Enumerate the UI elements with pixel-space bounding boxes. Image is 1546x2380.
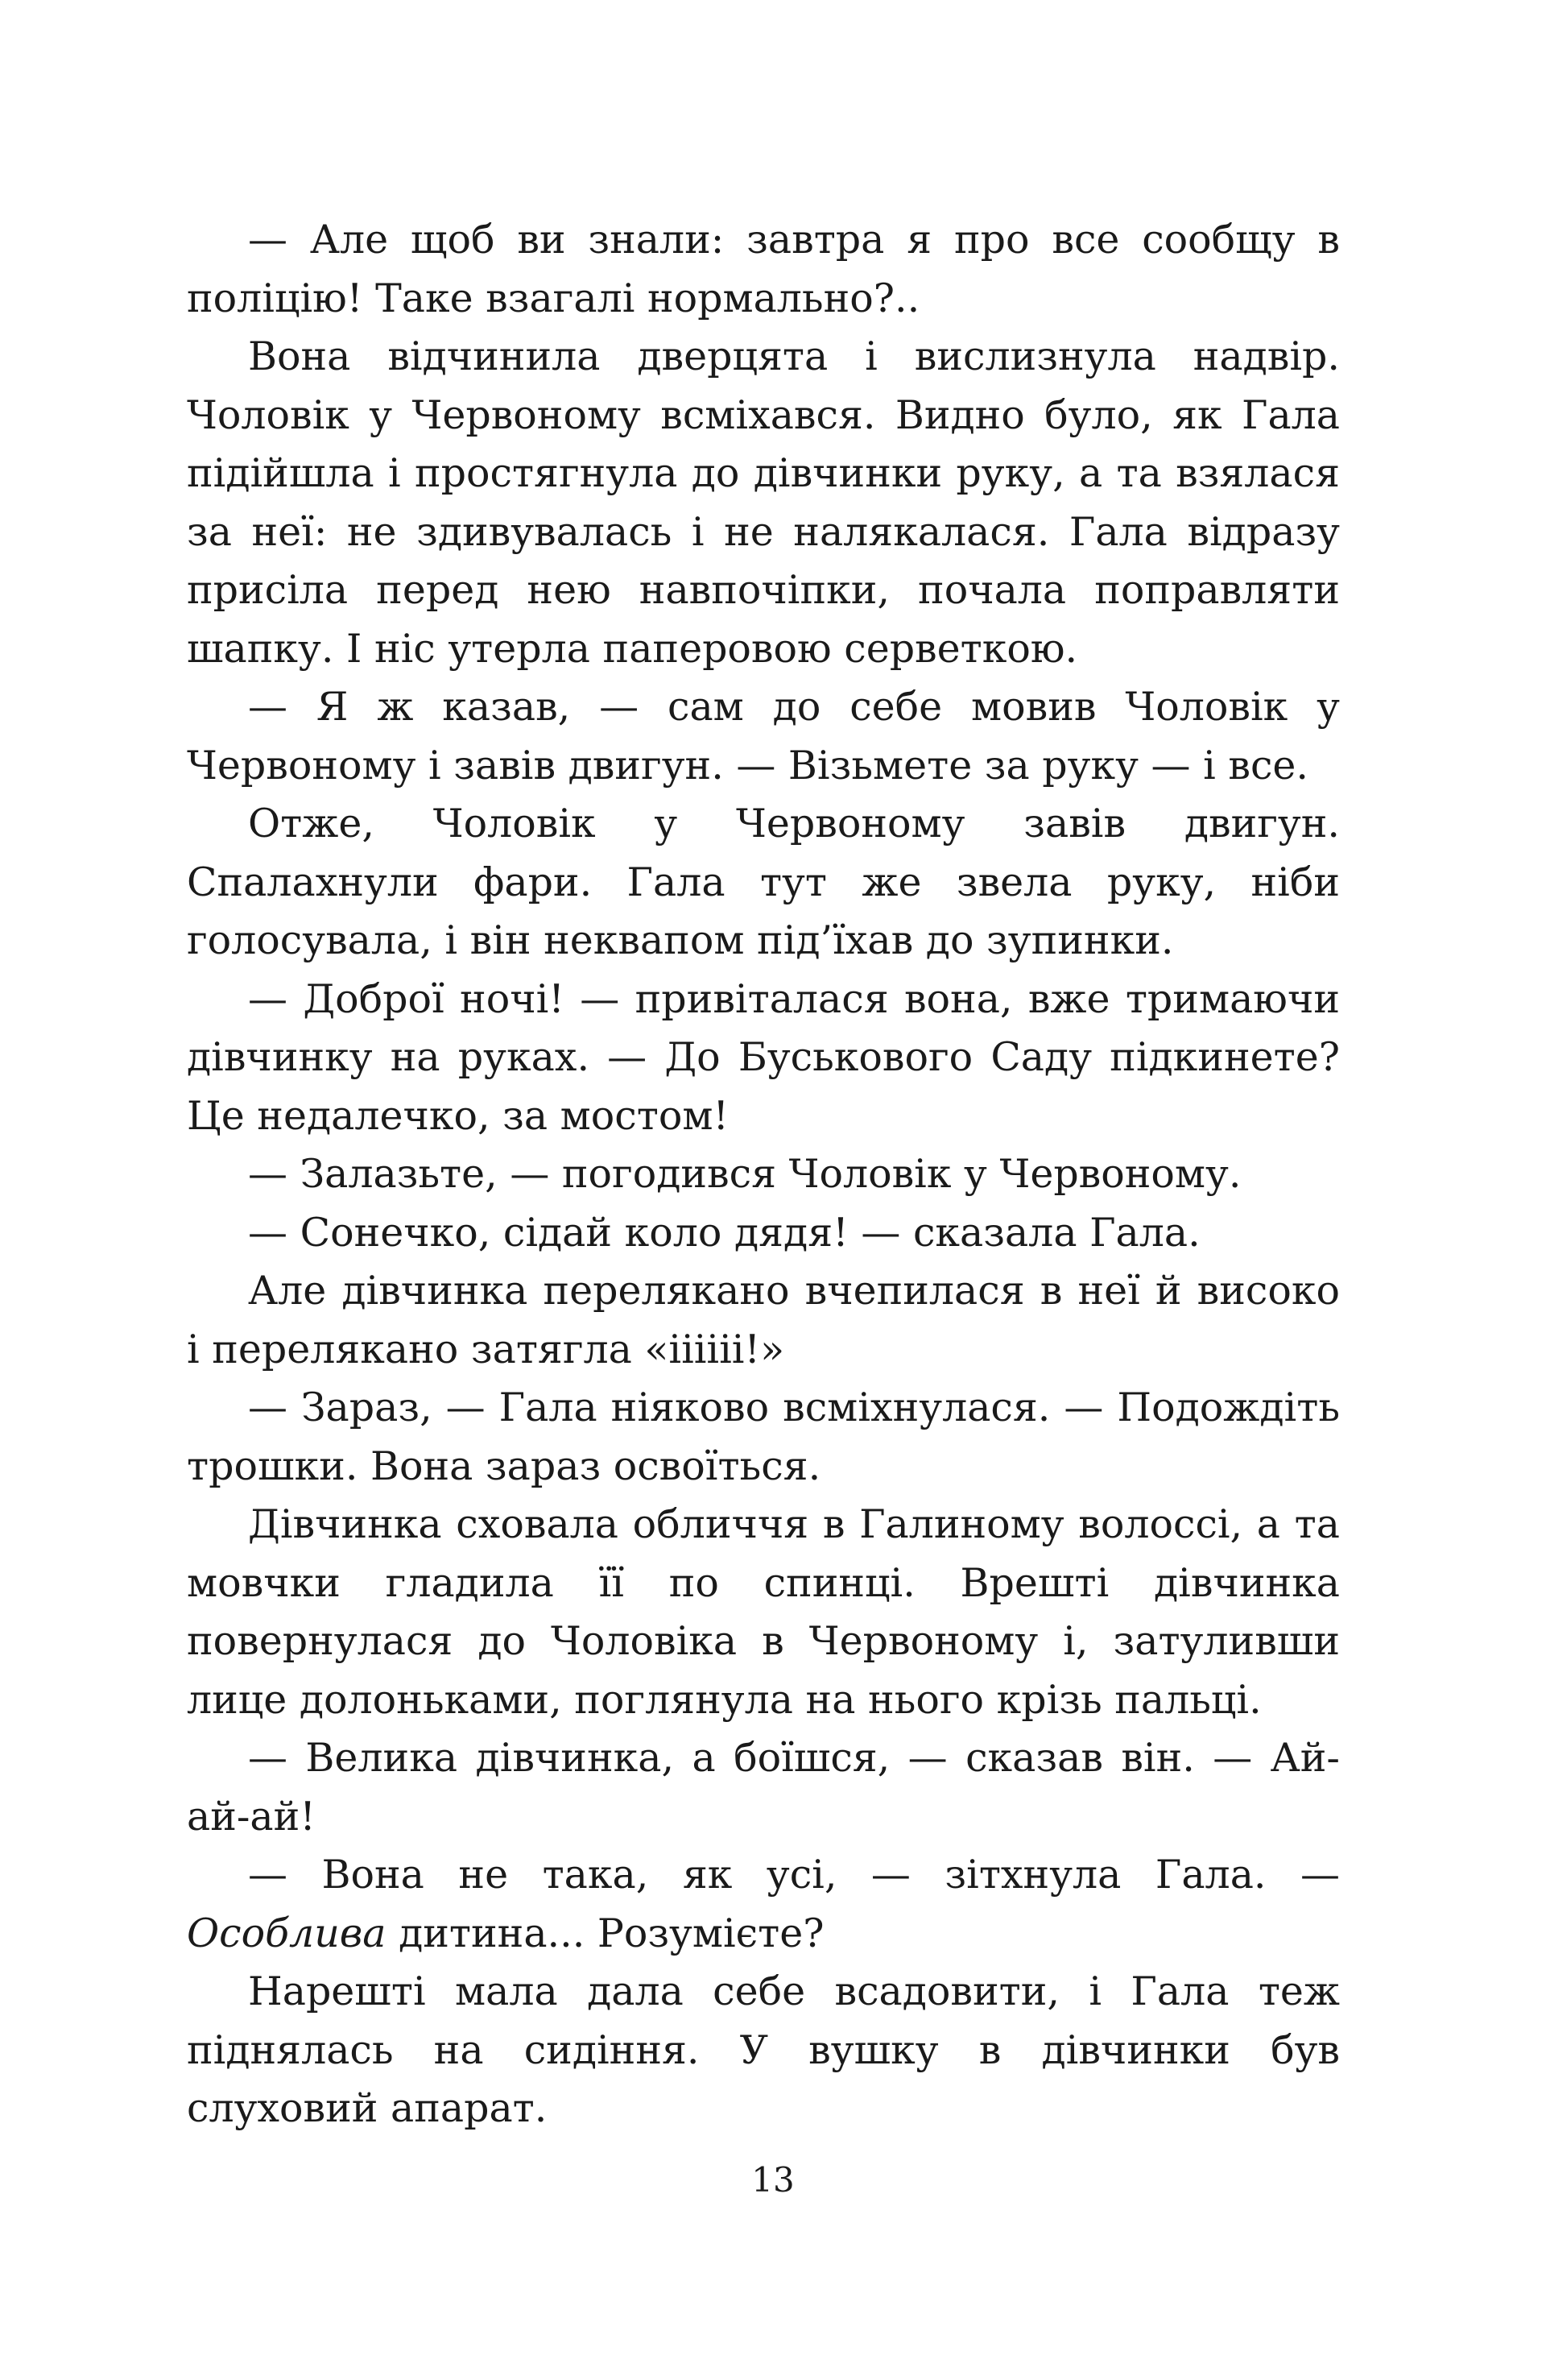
text-run: дитина... Розумієте? — [386, 1910, 825, 1956]
paragraph: Вона відчинила дверцята і вислизнула надвір. Чоловік у Червоному всміхався. Видно було, як Гала підійшла і простягнула до дівчинки руку, а та взялася за неї: не здивувалась і не налякалася. Гала відразу присіла перед нею навпочіпки, почала поправляти шапку. І ніс утерла паперовою серветкою. — [187, 333, 1340, 672]
paragraph: — Доброї ночі! — привіталася вона, вже тримаючи дівчинку на руках. — До Буськового Саду підкинете? Це недалечко, за мостом! — [187, 975, 1340, 1139]
paragraph: — Я ж казав, — сам до себе мовив Чоловік у Червоному і завів двигун. — Візьмете за руку — і все. — [187, 684, 1340, 789]
paragraph: Нарешті мала дала себе всадовити, і Гала теж піднялась на сидіння. У вушку в дівчинки був слуховий апарат. — [187, 1968, 1340, 2131]
paragraph: — Велика дівчинка, а боїшся, — сказав він. — Ай-ай-ай! — [187, 1735, 1340, 1840]
paragraph: Отже, Чоловік у Червоному завів двигун. Спалахнули фари. Гала тут же звела руку, ніби голосувала, і він неквапом під’їхав до зупинки. — [187, 801, 1340, 963]
paragraph: — Сонечко, сідай коло дядя! — сказала Гала. — [248, 1209, 1201, 1256]
paragraph: Але дівчинка перелякано вчепилася в неї й високо і перелякано затягла «іііііі!» — [187, 1268, 1340, 1372]
paragraph: Дівчинка сховала обличчя в Галиному волоссі, а та мовчки гладила її по спинці. Врешті дівчинка повернулася до Чоловіка в Червоному і, затуливши лице долоньками, поглянула на нього крізь пальці. — [187, 1501, 1340, 1723]
paragraph: — Зараз, — Гала ніяково всміхнулася. — Подождіть трошки. Вона зараз освоїться. — [187, 1385, 1340, 1489]
paragraph-with-emphasis — [187, 1846, 1340, 1963]
emphasized-word: Особлива — [187, 1910, 386, 1956]
paragraph: — Залазьте, — погодився Чоловік у Червоному. — [248, 1151, 1242, 1197]
text-run: — Вона не така, як усі, — зітхнула Гала. — — [248, 1852, 1340, 1898]
page-number: 13 — [751, 2160, 795, 2200]
body-text — [187, 211, 1340, 2138]
paragraph: — Але щоб ви знали: завтра я про все сообщу в поліцію! Таке взагалі нормально?.. — [187, 217, 1340, 321]
